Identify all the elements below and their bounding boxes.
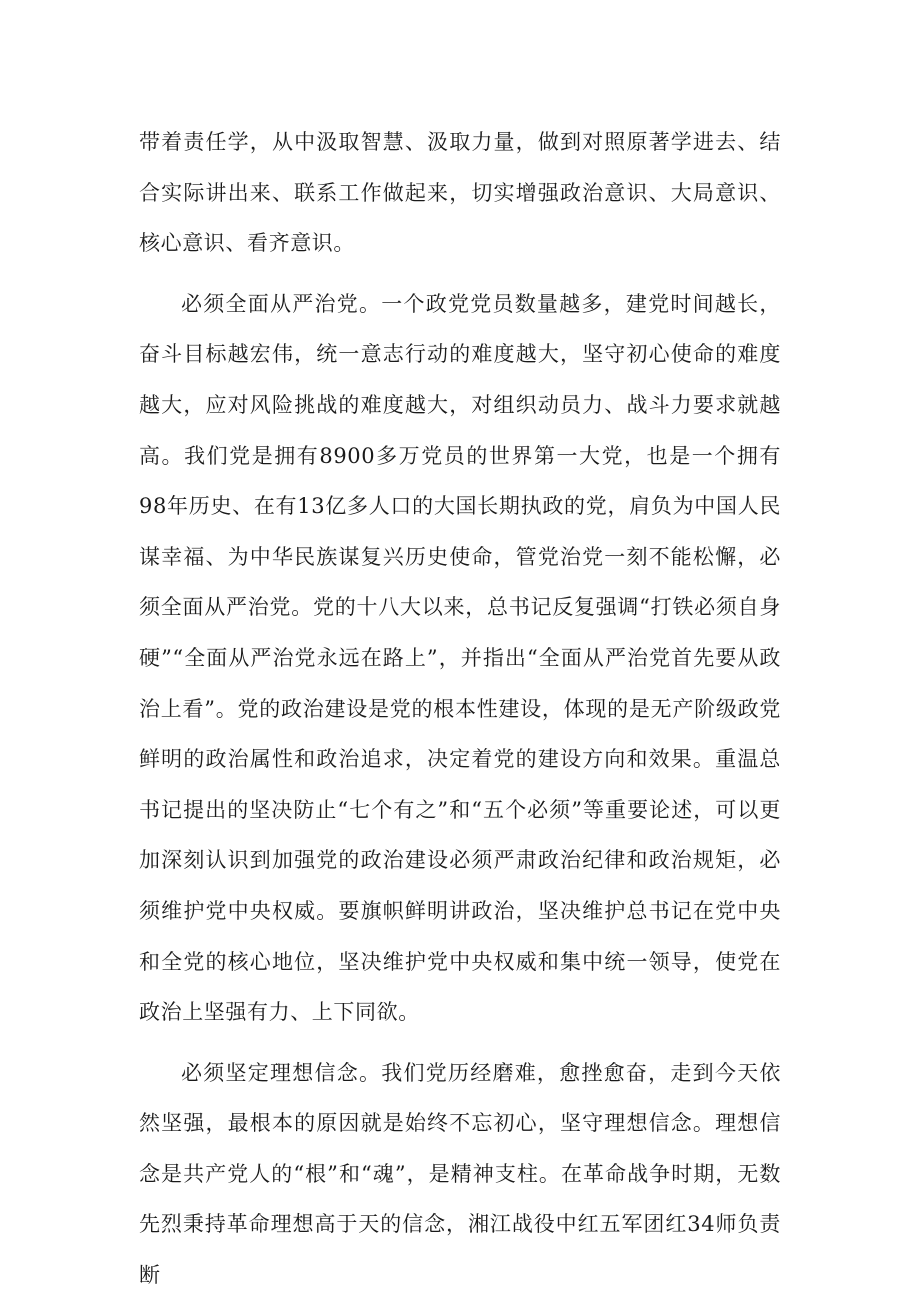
- document-body: [139, 117, 781, 1301]
- paragraph-3: 必须坚定理想信念。我们党历经磨难，愈挫愈奋，走到今天依然坚强，最根本的原因就是始终不忘初心，坚守理想信念。理想信念是共产党人的“根”和“魂”，是精神支柱。在革命战争时期，无数先烈秉持革命理想高于天的信念，湘江战役中红五军团红34师负责断: [139, 1060, 781, 1288]
- paragraph-2: 必须全面从严治党。一个政党党员数量越多，建党时间越长，奋斗目标越宏伟，统一意志行动的难度越大，坚守初心使命的难度越大，应对风险挑战的难度越大，对组织动员力、战斗力要求就越高。我们党是拥有8900多万党员的世界第一大党，也是一个拥有98年历史、在有13亿多人口的大国长期执政的党，肩负为中国人民谋幸福、为中华民族谋复兴历史使命，管党治党一刻不能松懈，必须全面从严治党。党的十八大以来，总书记反复强调“打铁必须自身硬”“全面从严治党永远在路上”，并指出“全面从严治党首先要从政治上看”。党的政治建设是党的根本性建设，体现的是无产阶级政党鲜明的政治属性和政治追求，决定着党的建设方向和效果。重温总书记提出的坚决防止“七个有之”和“五个必须”等重要论述，可以更加深刻认识到加强党的政治建设必须严肃政治纪律和政治规矩，必须维护党中央权威。要旗帜鲜明讲政治，坚决维护总书记在党中央和全党的核心地位，坚决维护党中央权威和集中统一领导，使党在政治上坚强有力、上下同欲。: [139, 291, 781, 1025]
- paragraph-1: 带着责任学，从中汲取智慧、汲取力量，做到对照原著学进去、结合实际讲出来、联系工作做起来，切实增强政治意识、大局意识、核心意识、看齐意识。: [139, 130, 781, 256]
